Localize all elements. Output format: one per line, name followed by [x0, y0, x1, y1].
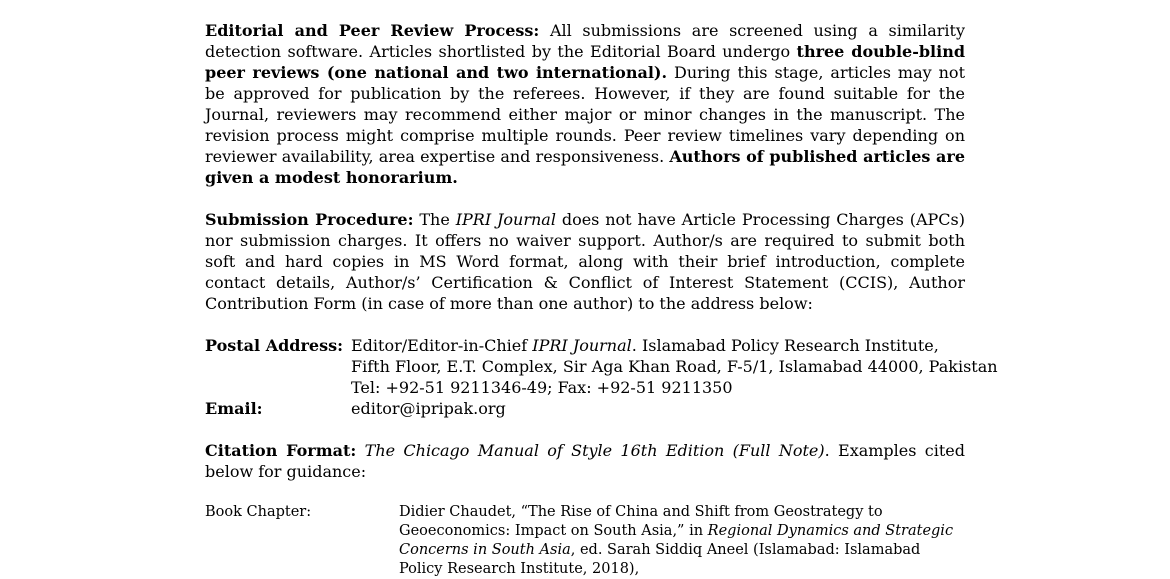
postal-line1-suffix: . Islamabad Policy Research Institute, [631, 336, 939, 355]
book-chapter-example [205, 503, 965, 579]
submission-procedure-heading: Submission Procedure: [205, 210, 414, 229]
postal-address-line-3: Tel: +92-51 9211346-49; Fax: +92-51 9211350 [351, 378, 733, 397]
citation-format-heading: Citation Format: [205, 441, 357, 460]
submission-text-2: does not have Article Processing Charges (APCs) nor submission charges. It offers no waiver support. Author/s are required to submit both soft and hard copies in MS Word format, along with their brief introduction, complete contact details, Author/s’ Certification & Conflict of Interest Statement (CCIS), Author Contribution Form (in case of more than one author) to the address below: [205, 210, 966, 313]
postal-line1-journal: IPRI Journal [532, 336, 632, 355]
postal-address-line-2: Fifth Floor, E.T. Complex, Sir Aga Khan Road, F-5/1, Islamabad 44000, Pakistan [351, 357, 998, 376]
book-chapter-label: Book Chapter: [205, 504, 312, 520]
book-chapter-text-1: Didier Chaudet, “The Rise of China and Shift from Geostrategy to Geoeconomics: Impact on South Asia,” in [399, 504, 883, 539]
contact-block [205, 335, 998, 419]
editorial-review-bold-2: Authors of published articles are given a modest honorarium. [205, 147, 966, 187]
email-label: Email: [205, 399, 263, 418]
postal-address-line-1 [351, 335, 998, 356]
citation-format-paragraph [205, 440, 965, 482]
document-page [205, 20, 998, 579]
submission-journal-name: IPRI Journal [455, 210, 556, 229]
book-chapter-citation [399, 503, 965, 579]
citation-style-name: The Chicago Manual of Style 16th Edition (Full Note) [364, 441, 825, 460]
postal-address-label: Postal Address: [205, 336, 344, 355]
book-chapter-title: Regional Dynamics and Strategic Concerns in South Asia [399, 523, 954, 558]
editorial-review-bold-1: three double-blind peer reviews (one national and two international). [205, 42, 966, 82]
editorial-review-heading: Editorial and Peer Review Process: [205, 21, 540, 40]
editorial-review-paragraph [205, 20, 965, 188]
email-value[interactable]: editor@ipripak.org [351, 399, 506, 418]
postal-line1-prefix: Editor/Editor-in-Chief [351, 336, 533, 355]
submission-procedure-paragraph [205, 209, 965, 314]
editorial-review-text-2: During this stage, articles may not be approved for publication by the referees. However, if they are found suitable for the Journal, reviewers may recommend either major or minor changes in the manuscript. The revision process might comprise multiple rounds. Peer review timelines vary depending on reviewer availability, area expertise and responsiveness. [205, 63, 965, 166]
editorial-review-text-1: All submissions are screened using a similarity detection software. Articles shortlisted by the Editorial Board undergo [205, 21, 966, 61]
book-chapter-text-2: , ed. Sarah Siddiq Aneel (Islamabad: Islamabad Policy Research Institute, 2018), [399, 542, 921, 577]
submission-text-1: The [413, 210, 456, 229]
citation-format-text: . Examples cited below for guidance: [205, 441, 965, 481]
